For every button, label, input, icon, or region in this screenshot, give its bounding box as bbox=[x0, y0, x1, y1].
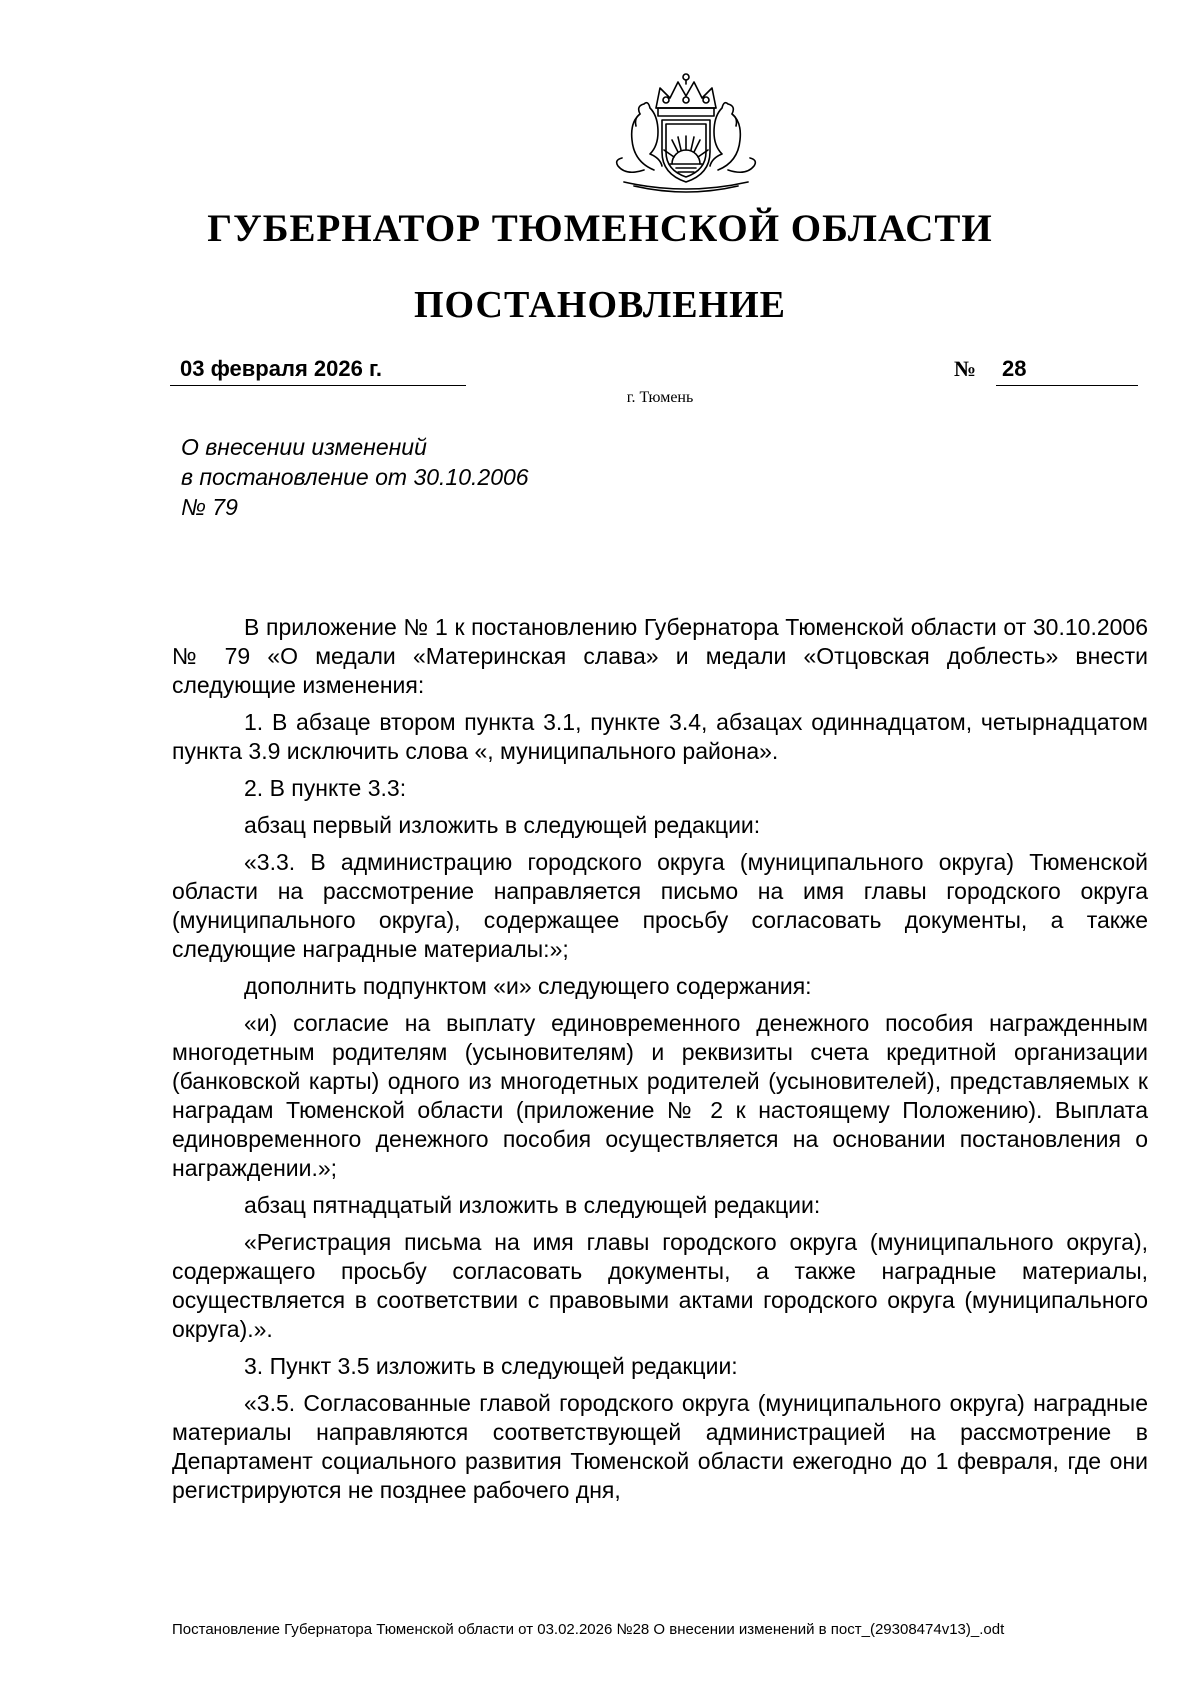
body-paragraph: 3. Пункт 3.5 изложить в следующей редакции: bbox=[244, 1353, 738, 1379]
subject-line: в постановление от 30.10.2006 bbox=[181, 464, 529, 490]
subject-line: № 79 bbox=[181, 494, 238, 520]
body-paragraph: «3.3. В администрацию городского округа (муниципального округа) Тюменской области на рассмотрение направляется письмо на имя главы городского округа (муниципального округа), содержащее просьбу согласовать документы, а также следующие наградные материалы:»; bbox=[172, 849, 1148, 962]
body-paragraph: В приложение № 1 к постановлению Губернатора Тюменской области от 30.10.2006 № 79 «О медали «Материнская слава» и медали «Отцовская доблесть» внести следующие изменения: bbox=[172, 614, 1148, 698]
issuing-authority-title: ГУБЕРНАТОР ТЮМЕНСКОЙ ОБЛАСТИ bbox=[207, 207, 993, 250]
body-paragraph: абзац первый изложить в следующей редакции: bbox=[244, 812, 761, 838]
document-type-title: ПОСТАНОВЛЕНИЕ bbox=[413, 284, 787, 326]
document-body bbox=[172, 613, 1148, 1505]
document-number-field bbox=[954, 356, 1138, 386]
body-paragraph: абзац пятнадцатый изложить в следующей редакции: bbox=[244, 1192, 821, 1218]
coat-of-arms-emblem bbox=[604, 70, 768, 196]
footer-file-reference: Постановление Губернатора Тюменской области от 03.02.2026 №28 О внесении изменений в пост_(29308474v13)_.odt bbox=[172, 1621, 1005, 1638]
document-date: 03 февраля 2026 г. bbox=[170, 356, 466, 386]
document-subject bbox=[181, 432, 529, 522]
body-paragraph: «3.5. Согласованные главой городского округа (муниципального округа) наградные материалы направляются соответствующей администрацией на рассмотрение в Департамент социального развития Тюменской области ежегодно до 1 февраля, где они регистрируются не позднее рабочего дня, bbox=[172, 1390, 1148, 1503]
city-of-issue: г. Тюмень bbox=[626, 389, 694, 406]
body-paragraph: 2. В пункте 3.3: bbox=[244, 775, 407, 801]
body-paragraph: «Регистрация письма на имя главы городского округа (муниципального округа), содержащего просьбу согласовать документы, а также наградные материалы, осуществляется в соответствии с правовыми актами городского округа (муниципального округа).». bbox=[172, 1229, 1148, 1342]
body-paragraph: 1. В абзаце втором пункта 3.1, пункте 3.4, абзацах одиннадцатом, четырнадцатом пункта 3.9 исключить слова «, муниципального района». bbox=[172, 709, 1148, 764]
body-paragraph: дополнить подпунктом «и» следующего содержания: bbox=[244, 973, 812, 999]
document-number: 28 bbox=[996, 356, 1138, 386]
subject-line: О внесении изменений bbox=[181, 434, 427, 460]
body-paragraph: «и) согласие на выплату единовременного денежного пособия награжденным многодетным родителям (усыновителям) и реквизиты счета кредитной организации (банковской карты) одного из многодетных родителей (усыновителей), представляемых к наградам Тюменской области (приложение № 2 к настоящему Положению). Выплата единовременного денежного пособия осуществляется на основании постановления о награждении.»; bbox=[172, 1010, 1148, 1181]
number-sign: № bbox=[954, 356, 977, 381]
